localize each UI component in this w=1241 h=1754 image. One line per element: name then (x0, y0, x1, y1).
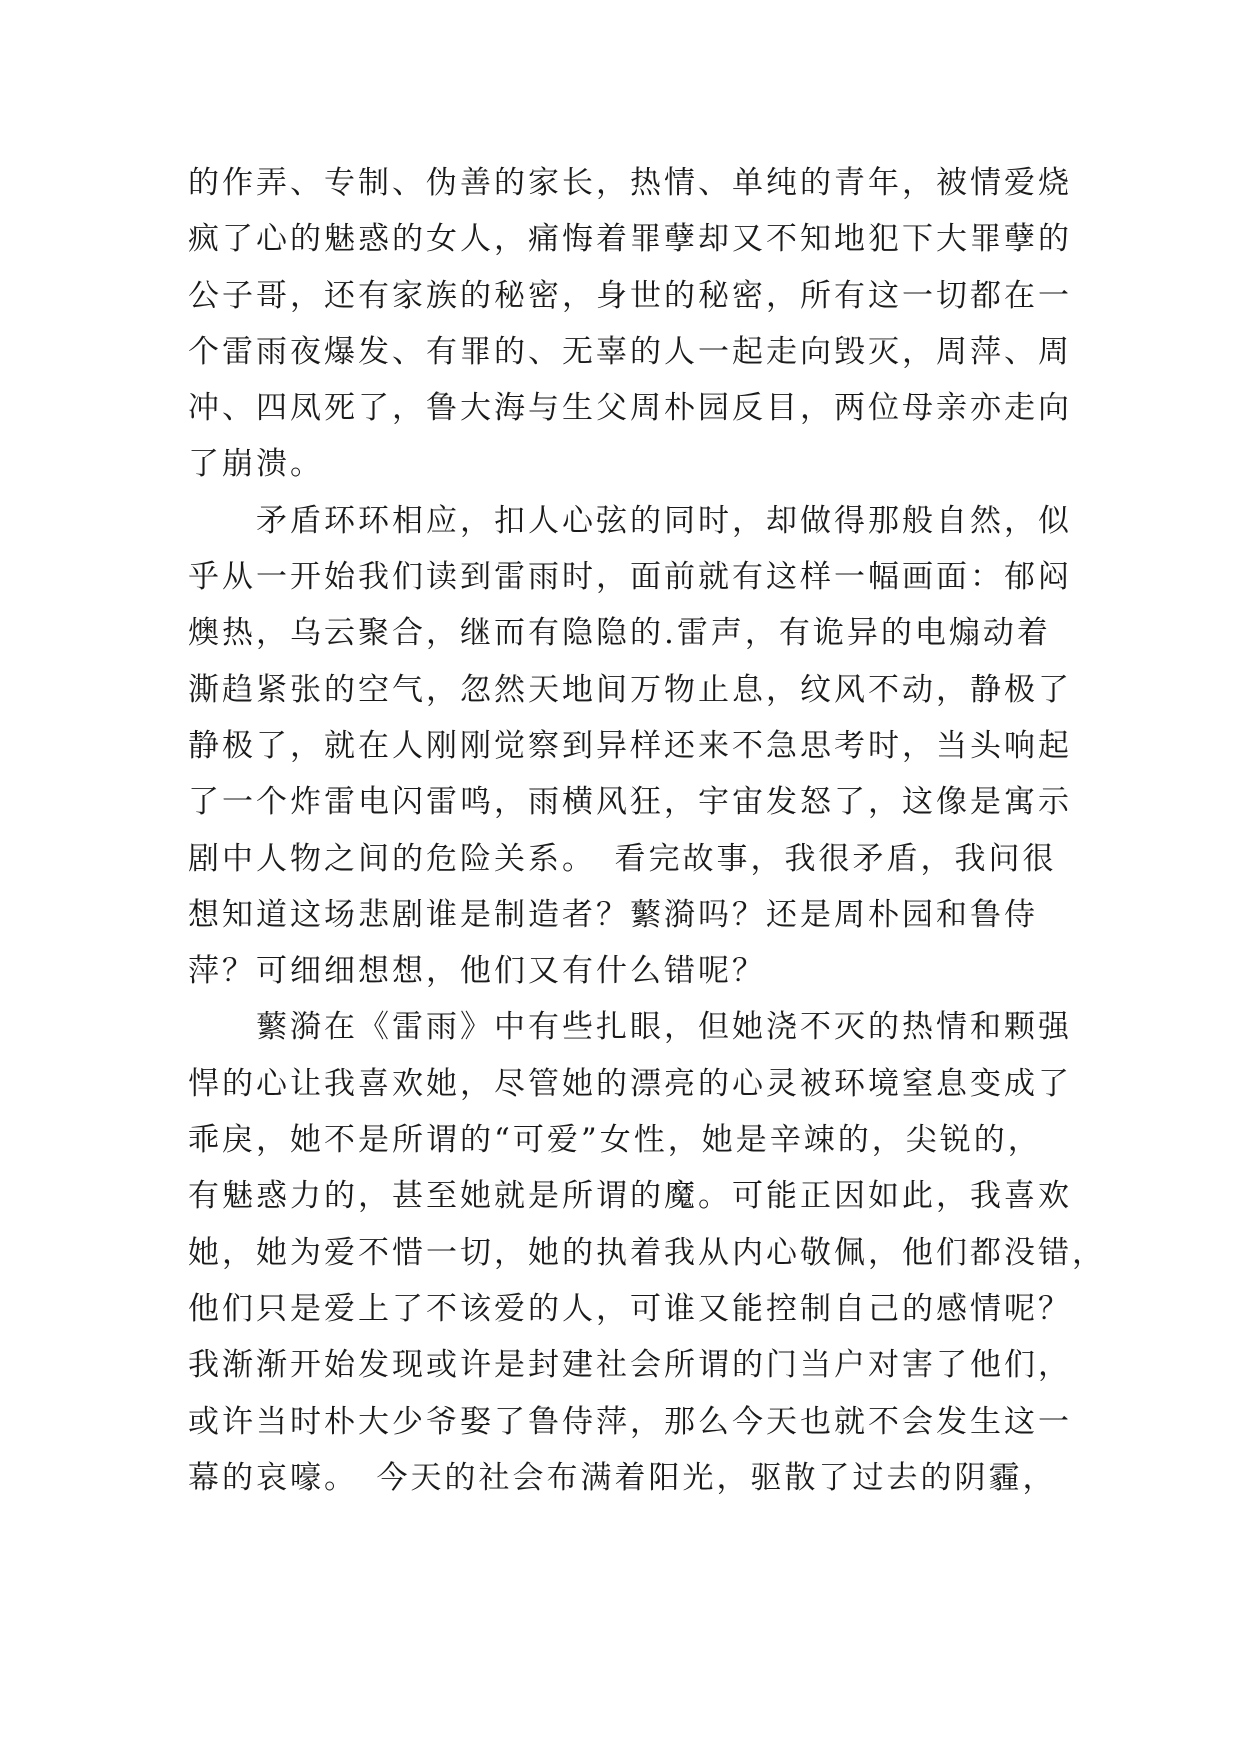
text-line: 澌趋紧张的空气，忽然天地间万物止息，纹风不动，静极了 (188, 671, 1072, 708)
text-line: 静极了，就在人刚刚觉察到异样还来不急思考时，当头响起 (188, 727, 1072, 764)
text-line: 冲、四凤死了，鲁大海与生父周朴园反目，两位母亲亦走向 (188, 390, 1072, 427)
text-line: 的作弄、专制、伪善的家长，热情、单纯的青年，被情爱烧 (188, 165, 1072, 201)
text-line: 公子哥，还有家族的秘密，身世的秘密，所有这一切都在一 (188, 277, 1072, 314)
text-line: 了崩溃。 (188, 446, 324, 483)
text-line: 疯了心的魅惑的女人，痛悔着罪孽却又不知地犯下大罪孽的 (188, 221, 1072, 258)
text-line: 想知道这场悲剧谁是制造者？蘩漪吗？还是周朴园和鲁侍 (188, 896, 1038, 933)
text-line: 乖戾，她不是所谓的“可爱”女性，她是辛竦的，尖锐的， (188, 1122, 1042, 1159)
text-line: 或许当时朴大少爷娶了鲁侍萍，那么今天也就不会发生这一 (188, 1403, 1072, 1440)
body-text (188, 155, 1106, 1506)
text-line: 有魅惑力的，甚至她就是所谓的魔。可能正因如此，我喜欢 (188, 1178, 1072, 1215)
text-line: 矛盾环环相应，扣人心弦的同时，却做得那般自然，似 (188, 502, 1072, 539)
text-line: 剧中人物之间的危险关系。 看完故事，我很矛盾，我问很 (188, 840, 1057, 877)
text-line: 蘩漪在《雷雨》中有些扎眼，但她浇不灭的热情和颗强 (188, 1009, 1072, 1046)
text-line: 乎从一开始我们读到雷雨时，面前就有这样一幅画面：郁闷 (188, 559, 1072, 596)
text-line: 我渐渐开始发现或许是封建社会所谓的门当户对害了他们， (188, 1347, 1072, 1384)
text-line: 萍？可细细想想，他们又有什么错呢？ (188, 953, 766, 990)
text-line: 了一个炸雷电闪雷鸣，雨横风狂，宇宙发怒了，这像是寓示 (188, 784, 1072, 821)
text-line: 悍的心让我喜欢她，尽管她的漂亮的心灵被环境窒息变成了 (188, 1065, 1072, 1102)
text-line: 他们只是爱上了不该爱的人，可谁又能控制自己的感情呢？ (188, 1290, 1072, 1327)
text-line: 她，她为爱不惜一切，她的执着我从内心敬佩，他们都没错， (188, 1234, 1106, 1271)
text-line: 幕的哀嚎。 今天的社会布满着阳光，驱散了过去的阴霾， (188, 1459, 1057, 1496)
text-line: 燠热，乌云聚合，继而有隐隐的.雷声，有诡异的电煽动着 (188, 615, 1051, 652)
text-line: 个雷雨夜爆发、有罪的、无辜的人一起走向毁灭，周萍、周 (188, 333, 1072, 370)
